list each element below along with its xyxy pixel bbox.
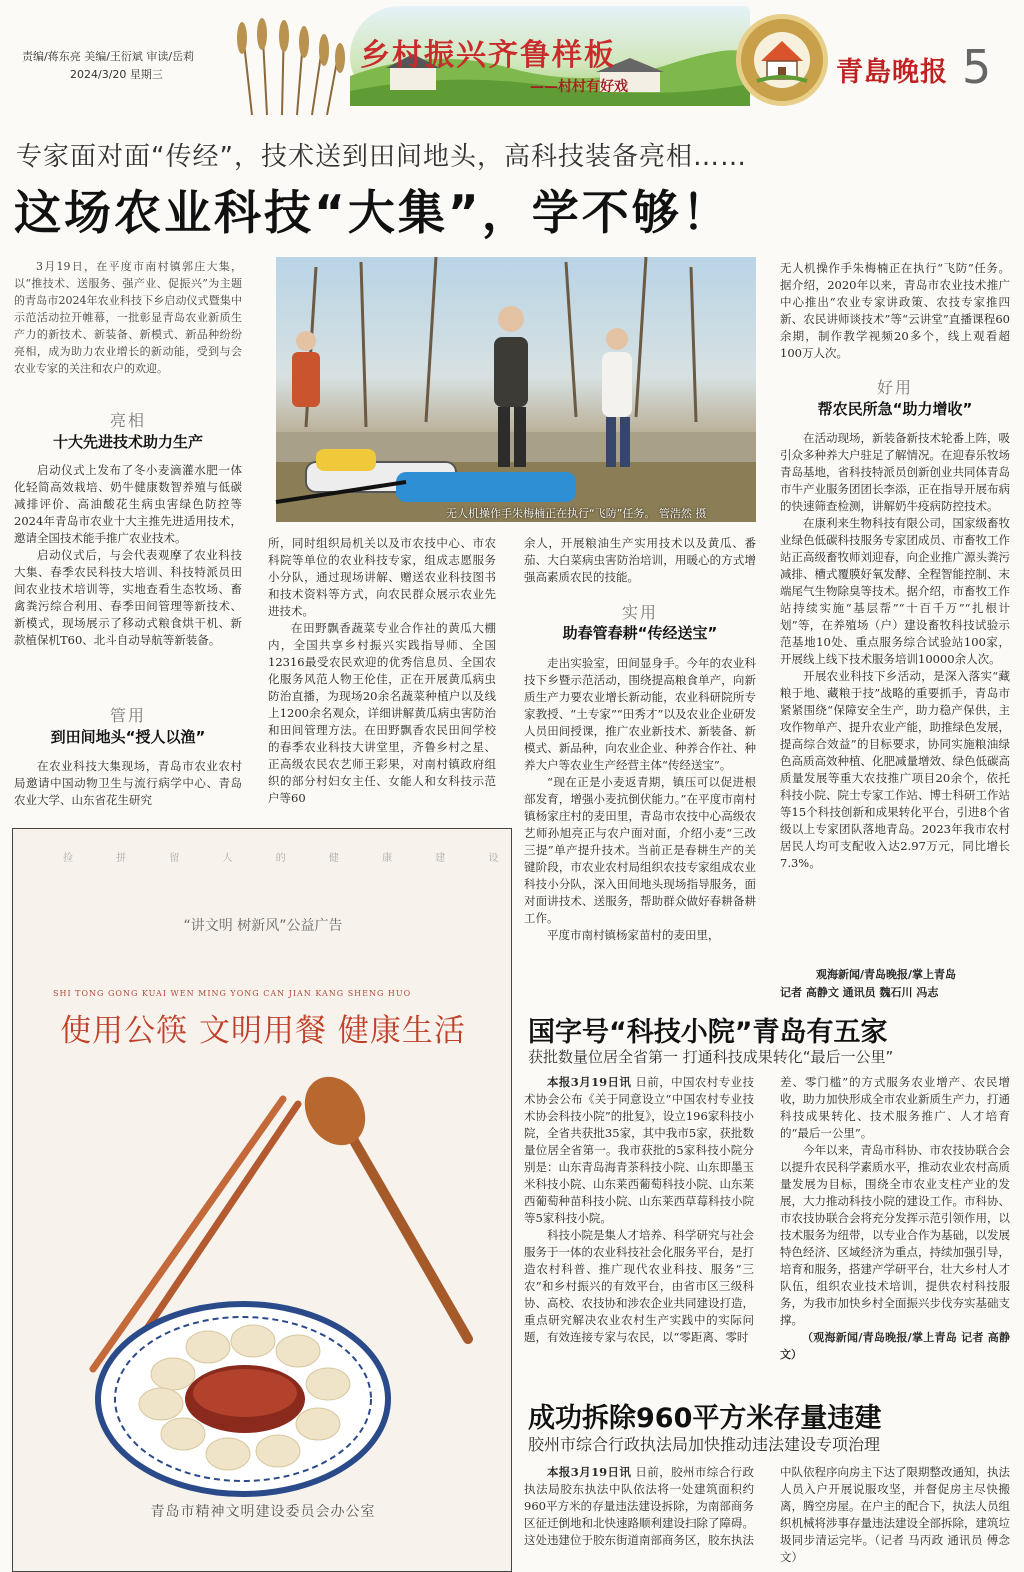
house-icon: [753, 31, 811, 89]
paragraph: 所，同时组织局机关以及市农技中心、市农科院等单位的农业科技专家，组成志愿服务小分队，通过现场讲解、赠送农业科技图书和技术资料等方式，向农民群众展示农业先进技术。: [268, 536, 496, 618]
ad-slogan-small: “讲文明 树新风”公益广告: [183, 918, 343, 934]
ad-top-row: 捡 拼 留 人 的 健 康 建 设: [63, 853, 519, 864]
paragraph: [524, 1464, 754, 1549]
paragraph: 在活动现场，新装备新技术轮番上阵，吸引众多种养大户驻足了解情况。在迎春乐牧场青岛基地，省科技特派员创新创业共同体青岛市牛产业服务团团长李添，正在指导开展布病的快速筛查检测，讲解奶牛疫病防控技术。: [780, 431, 1010, 513]
section-banner: [350, 6, 750, 106]
paragraph: 在田野飘香蔬菜专业合作社的黄瓜大棚内，全国共享乡村振兴实践指导师、全国12316最受农民欢迎的优秀信息员、全国农化服务风范人物王伦佳，正在开展黄瓜病虫防治直播，为现场20余名蔬菜种植户以及线上1200余名观众，详细讲解黄瓜病虫害防治和田间管理方法。在田野飘香农民田间学校的春季农业科技大讲堂里，齐鲁乡村之星、正高级农民农艺师王彩果，对南村镇政府组织的部分村妇女主任、女能人和女科技示范户等60: [268, 621, 496, 805]
paragraph: 余人，开展粮油生产实用技术以及黄瓜、番茄、大白菜病虫害防治培训，用暖心的方式增强高素质农民的技能。: [524, 536, 756, 584]
paragraph: 无人机操作手朱梅楠正在执行“飞防”任务。据介绍，2020年以来，青岛市农业技术推广中心推出“农业专家讲政策、农技专家推四新、农民讲师谈技术”等“云讲堂”直播课程60余期，制作教学视频20多个，线上观看超100万人次。: [780, 261, 1010, 360]
article1-col1-body: [14, 462, 242, 649]
article1-col1-tail: [14, 758, 242, 809]
article3-col1: [524, 1464, 754, 1572]
ad-pinyin: SHI TONG GONG KUAI WEN MING YONG CAN JIAN KANG SHENG HUO: [53, 989, 412, 998]
paragraph: 平度市南村镇杨家苗村的麦田里，: [547, 928, 720, 942]
subhead3-light: 实用: [621, 603, 658, 622]
paragraph: 走出实验室，田间显身手。今年的农业科技下乡暨示范活动，围绕提高粮食单产，向新质生产力要农业增长新动能，农业科研院所专家教授、“土专家”“田秀才”以及农业企业研发人员田间授课，推广农业新技术、新装备、新模式、新品种，向农业企业、种养合作社、种养大户等农业生产经营主体“传经送宝”。: [524, 656, 756, 772]
banner-subtitle: ——村村有好戏: [530, 79, 628, 95]
page-number: 5: [962, 40, 992, 94]
article2-title: 国字号“科技小院”青岛有五家: [528, 1017, 888, 1048]
article1-col3-body: [524, 655, 756, 944]
ad-sponsor: 青岛市精神文明建设委员会办公室: [150, 1504, 376, 1520]
article2-subtitle: 获批数量位居全省第一 打通科技成果转化“最后一公里”: [528, 1048, 894, 1066]
subhead1-light: 亮相: [109, 411, 146, 430]
paragraph: 在农业科技大集现场，青岛市农业农村局邀请中国动物卫生与流行病学中心、青岛农业大学、山东省花生研究: [14, 759, 242, 807]
article1-col4: [780, 260, 1010, 362]
subhead2-bold: 到田间地头“授人以渔”: [50, 728, 206, 746]
masthead: [0, 0, 1024, 125]
article3-title: 成功拆除960平方米存量违建: [528, 1403, 882, 1434]
chopsticks-spoon-plate-icon: [53, 1079, 483, 1499]
paragraph: [524, 1074, 754, 1227]
article1-lead: 3月19日，在平度市南村镇郭庄大集，以“推技术、送服务、强产业、促振兴”为主题的青岛市2024年农业科技下乡启动仪式暨集中示范活动拉开帷幕，一批彰显青岛农业新质生产力的新技术、新装备、新模式、新品种纷纷亮相，成为助力农业增长的新动能，受到与会农业专家的关注和农户的欢迎。: [14, 260, 242, 375]
dateline: 本报3月19日讯: [547, 1465, 632, 1479]
subhead4-light: 好用: [876, 378, 913, 397]
paragraph-text: 日前，胶州市综合行政执法局胶东执法中队依法将一处建筑面积约960平方米的存量违法建设拆除，为南部商务区征迁倒地和北快速路顺利建设扫除了障碍。这处违建位于胶东街道南部商务区，胶东执法: [524, 1465, 755, 1547]
article2-col1: [524, 1074, 754, 1346]
paragraph: 在康利来生物科技有限公司，国家级畜牧业绿色低碳科技服务专家团成员、市畜牧工作站正高级畜牧师刘迎春，向企业推广源头粪污减排、槽式覆膜好氧发酵、全程智能控制、末端尾气生物除臭等技术。据介绍，市畜牧工作站持续实施“基层帮”“十百千万”“扎根计划”等，在养殖场（户）建设畜牧科技试验示范基地10处、重点服务综合试验站100家，开展线上线下技术服务培训10000余人次。: [780, 516, 1010, 666]
paragraph: 启动仪式后，与会代表观摩了农业科技大集、春季农民科技大培训、科技特派员田间农业技术培训等，实地查看生态牧场、畜禽粪污综合利用、春季田间管理等新技术、新模式，现场展示了移动式粮食烘干机、新款植保机T60、北斗自动导航等新装备。: [14, 548, 242, 647]
paragraph: 中队依程序向房主下达了限期整改通知，执法人员入户开展说服攻坚，并督促房主尽快搬离，腾空房屋。在户主的配合下，执法人员组织机械将涉事存量违法建设全部拆除，建筑垃圾同步清运完毕。（记者 马丙政 通讯员 傅念文）: [780, 1465, 1010, 1564]
newspaper-name: 青島晚报: [836, 57, 948, 88]
article2-col2: [780, 1074, 1010, 1363]
issue-date: 2024/3/20 星期三: [70, 68, 163, 81]
article3-col2: [780, 1464, 1010, 1572]
article3-subtitle: 胶州市综合行政执法局加快推动违法建设专项治理: [528, 1435, 881, 1454]
editors-line: 责编/蒋东亮 美编/王衍斌 审读/岳莉: [22, 50, 195, 63]
headline-kicker: 专家面对面“传经”，技术送到田间地头，高科技装备亮相……: [16, 142, 747, 172]
paragraph: “现在正是小麦返青期，镇压可以促进根部发育，增强小麦抗倒伏能力。”在平度市南村镇杨家庄村的麦田里，青岛市农技中心高级农艺师孙旭亮正与农户面对面，介绍小麦“三改三提”单产提升技术。当前正是春耕生产的关键阶段，市农业农村局组织农技专家组成农业科技小分队，深入田间地头现场指导服务，面对面讲技术、送服务，帮助群众做好春耕备耕工作。: [524, 775, 756, 925]
article1-credit-reporters: 记者 高静文 通讯员 魏石川 冯志: [780, 986, 939, 999]
ad-slogan: 使用公筷 文明用餐 健康生活: [60, 1013, 466, 1049]
paragraph: 启动仪式上发布了冬小麦滴灌水肥一体化轻简高效栽培、奶牛健康数智养殖与低碳减排评价、高油酸花生病虫害绿色防控等2024年青岛市农业十大主推先进适用技术，邀请全国技术能手推广农业技术。: [14, 463, 242, 545]
paragraph-text: 日前，中国农村专业技术协会公布《关于同意设立“中国农村专业技术协会科技小院”的批复》，设立196家科技小院，全省共获批35家，其中我市5家，获批数量位居全省第一。我市获批的5家科技小院分别是：山东青岛海青茶科技小院、山东即墨玉米科技小院、山东莱西葡萄科技小院、山东莱西葡萄种苗科技小院、山东莱西草莓科技小院等5家科技小院。: [524, 1075, 755, 1225]
dateline: 本报3月19日讯: [547, 1075, 632, 1089]
banner-title: 乡村振兴齐鲁样板: [360, 38, 616, 73]
public-service-ad: [12, 828, 519, 1572]
article2-credit: （观海新闻/青岛晚报/掌上青岛 记者 高静文）: [780, 1331, 1010, 1361]
photo-caption: 无人机操作手朱梅楠正在执行“飞防”任务。 管浩然 摄: [446, 507, 707, 520]
subhead1-bold: 十大先进技术助力生产: [52, 433, 203, 451]
headline-main: 这场农业科技“大集”，学不够！: [14, 186, 732, 241]
article1-col2: [268, 535, 496, 807]
article1-col4-body: [780, 430, 1010, 872]
news-photo: [276, 257, 756, 522]
wheat-decoration-icon: [232, 10, 352, 120]
field-scene-icon: [276, 257, 756, 522]
paragraph: 科技小院是集人才培养、科学研究与社会服务于一体的农业科技社会化服务平台，是打造农村科普、推广现代农业科技、服务“三农”和乡村振兴的有效平台，由省市区三级科协、高校、农技协和涉农企业共同建设打造，重点研究解决农业农村生产实践中的实际问题，有效连接专家与农民，以“零距离、零时: [524, 1228, 754, 1344]
paragraph: 今年以来，青岛市科协、市农技协联合会以提升农民科学素质水平，推动农业农村高质量发展为目标，围绕全市农业支柱产业的发展，大力推动科技小院的建设工作。市科协、市农技协联合会将充分发挥示范引领作用，以技术服务为纽带，以专业合作为基础，以发展特色经济、区域经济为重点，持续加强引导，培育和服务，搭建产学研平台，壮大乡村人才队伍，组织农业技术培训，提供农村科技服务，为我市加快乡村全面振兴步伐夯实基础支撑。: [780, 1143, 1010, 1327]
paragraph: 开展农业科技下乡活动，是深入落实“藏粮于地、藏粮于技”战略的重要抓手，青岛市紧紧围绕“保障安全生产，助力稳产保供，主攻作物单产、提升农业产能，助推绿色发展，提高综合效益”的目标要求，协同实施粮油绿色高质高效种植、化肥减量增效、绿色低碳高质量发展等重大农技推广项目20余个，依托科技小院、院士专家工作站、博士科研工作站等15个科技创新和成果转化平台，引进8个省级以上专家团队落地青岛。2023年我市农村居民人均可支配收入达2.97万元，同比增长7.3%。: [780, 669, 1010, 870]
article1-col3: [524, 535, 756, 586]
article1-col1: [14, 258, 242, 377]
subhead4-bold: 帮农民所急“助力增收”: [817, 400, 973, 418]
article1-credit-source: 观海新闻/青岛晚报/掌上青岛: [816, 968, 957, 981]
subhead2-light: 管用: [109, 706, 146, 725]
subhead3-bold: 助春管春耕“传经送宝”: [562, 624, 718, 642]
house-badge: [736, 14, 828, 106]
paragraph: 差、零门槛”的方式服务农业增产、农民增收，助力加快形成全市农业新质生产力，打通科技成果转化、技术服务推广、人才培育的“最后一公里”。: [780, 1075, 1010, 1140]
